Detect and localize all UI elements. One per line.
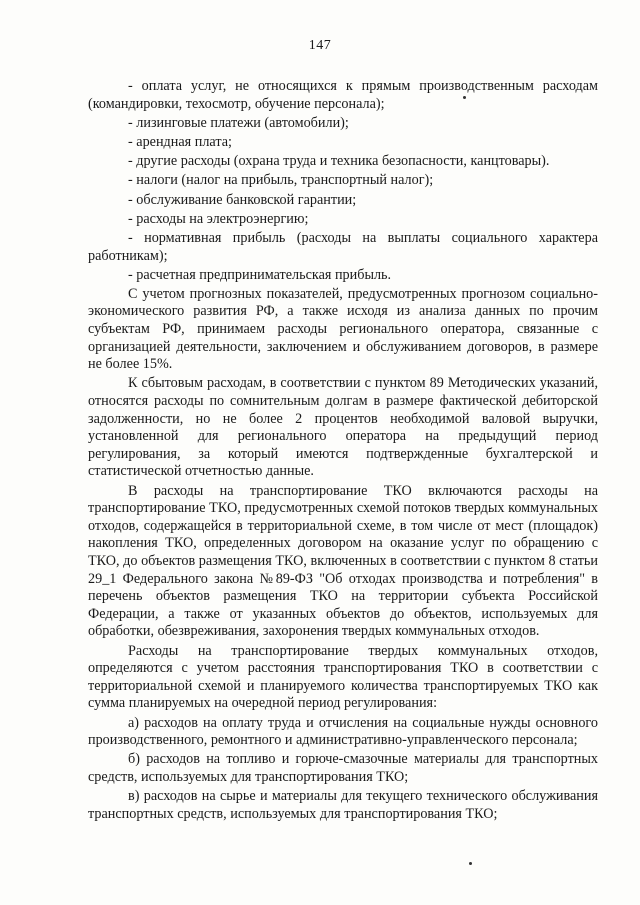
- paragraph-transport-included: В расходы на транспортирование ТКО включаются расходы на транспортирование ТКО, предусмотренных схемой потоков твердых коммунальных отходов, содержащейся в территориальной схеме, в том числе от мест (площадок) накопления ТКО, определенных договором на оказание услуг по обращению с ТКО, до объектов размещения ТКО, включенных в соответствии с пунктом 8 статьи 29_1 Федерального закона №89-ФЗ "Об отходах производства и потребления" в перечень объектов размещения ТКО на территории субъекта Российской Федерации, а также от указанных объектов до объектов, используемых для обработки, обезвреживания, захоронения твердых коммунальных отходов.: [88, 482, 598, 640]
- list-item-business-profit: - расчетная предпринимательская прибыль.: [128, 266, 392, 283]
- list-item-services: - оплата услуг, не относящихся к прямым производственным расходам (командировки, техосмотр, обучение персонала);: [88, 78, 598, 112]
- list-item-other-expenses: - другие расходы (охрана труда и техника безопасности, канцтовары).: [128, 153, 550, 170]
- list-item-bank-guarantee: - обслуживание банковской гарантии;: [128, 191, 357, 208]
- paragraph-item-c: в) расходов на сырье и материалы для текущего технического обслуживания транспортных средств, используемых для транспортирования ТКО;: [88, 788, 598, 822]
- paragraph-transport-calculation: Расходы на транспортирование твердых коммунальных отходов, определяются с учетом расстояния транспортирования ТКО в соответствии с территориальной схемой и планируемого количества транспортируемых ТКО как сумма планируемых на очередной период регулирования:: [88, 642, 598, 712]
- paragraph-item-a: а) расходов на оплату труда и отчисления на социальные нужды основного производственного, ремонтного и административно-управленческого персонала;: [88, 714, 598, 749]
- paragraph-item-b: б) расходов на топливо и горюче-смазочные материалы для транспортных средств, используемых для транспортирования ТКО;: [88, 751, 598, 785]
- scan-speck: [469, 862, 472, 865]
- list-item-electricity: - расходы на электроэнергию;: [128, 210, 309, 227]
- list-item-taxes: - налоги (налог на прибыль, транспортный налог);: [128, 172, 434, 189]
- document-body: [88, 78, 598, 825]
- scan-speck: [463, 96, 466, 99]
- paragraph-sales-expenses: К сбытовым расходам, в соответствии с пунктом 89 Методических указаний, относятся расходы по сомнительным долгам в размере фактической дебиторской задолженности, но не более 2 процентов необходимой валовой выручки, установленной для регионального оператора на предыдущий период регулирования, за который имеются подтвержденные бухгалтерской и статистической отчетностью данные.: [88, 375, 598, 480]
- list-item-normative-profit: - нормативная прибыль (расходы на выплаты социального характера работникам);: [88, 229, 598, 264]
- list-item-leasing: - лизинговые платежи (автомобили);: [128, 114, 349, 131]
- page-number: 147: [308, 38, 332, 53]
- paragraph-forecast: С учетом прогнозных показателей, предусмотренных прогнозом социально-экономического развития РФ, а также исходя из анализа данных по прочим субъектам РФ, принимаем расходы регионального оператора, связанные с организацией деятельности, заключением и обслуживанием договоров, в размере не более 15%.: [88, 285, 598, 373]
- list-item-rent: - арендная плата;: [128, 133, 232, 150]
